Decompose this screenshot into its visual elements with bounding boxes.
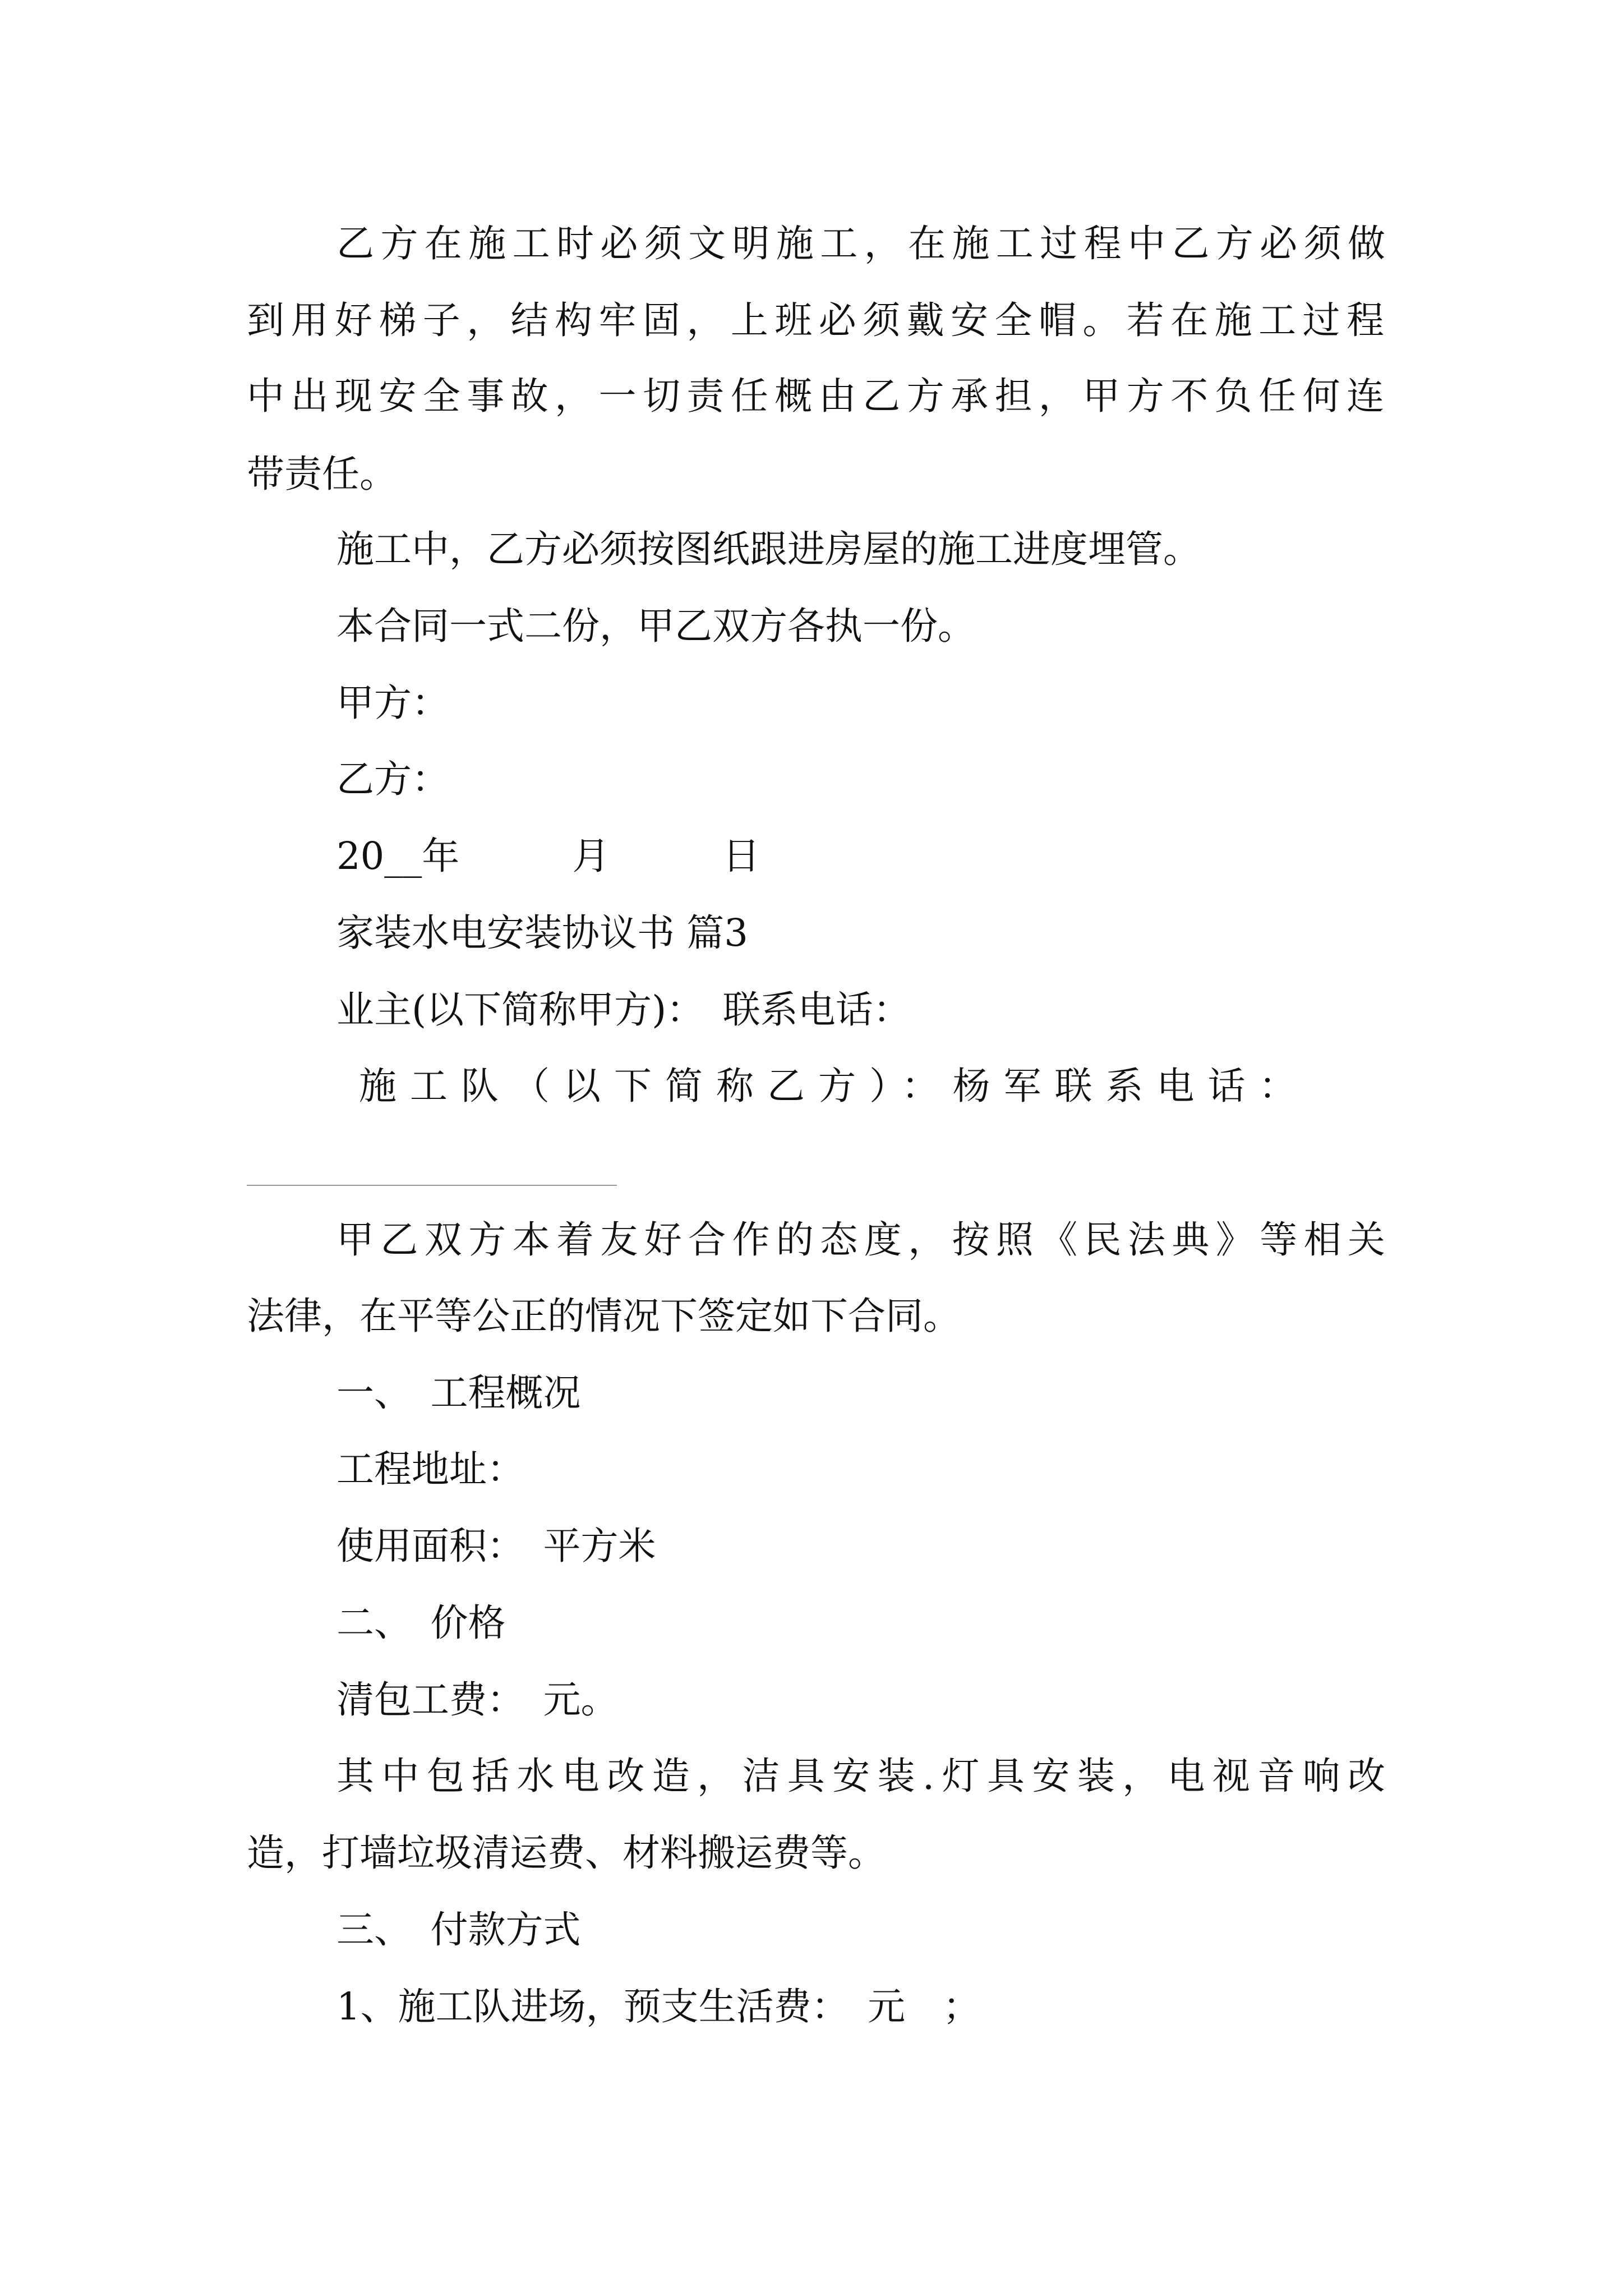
paragraph-line: 中出现安全事故，一切责任概由乙方承担，甲方不负任何连 xyxy=(247,374,1384,418)
paragraph-line: 到用好梯子，结构牢固，上班必须戴安全帽。若在施工过程 xyxy=(247,298,1384,342)
contractor-line: 施工队（以下简称乙方）：杨军联系电话： xyxy=(359,1064,1310,1108)
section-title: 家装水电安装协议书 篇3 xyxy=(336,911,748,955)
paragraph-line: 造，打墙垃圾清运费、材料搬运费等。 xyxy=(247,1831,886,1875)
paragraph-line: 甲乙双方本着友好合作的态度，按照《民法典》等相关 xyxy=(336,1218,1385,1262)
signature-underline xyxy=(247,1185,617,1186)
section-heading: 二、 价格 xyxy=(336,1601,506,1645)
date-line: 20__年 月 日 xyxy=(336,834,760,878)
section-heading: 一、 工程概况 xyxy=(336,1371,581,1415)
field-line: 工程地址： xyxy=(336,1447,524,1491)
party-a-label: 甲方： xyxy=(336,681,449,725)
paragraph-line: 本合同一式二份，甲乙双方各执一份。 xyxy=(336,604,975,648)
party-b-label: 乙方： xyxy=(336,757,449,801)
field-line: 清包工费： 元。 xyxy=(336,1678,619,1722)
section-heading: 三、 付款方式 xyxy=(336,1908,581,1952)
owner-line: 业主(以下简称甲方)： 联系电话： xyxy=(336,988,911,1032)
paragraph-line: 带责任。 xyxy=(247,452,397,496)
paragraph-line: 施工中，乙方必须按图纸跟进房屋的施工进度埋管。 xyxy=(336,527,1201,571)
field-line: 使用面积： 平方米 xyxy=(336,1524,656,1568)
paragraph-line: 乙方在施工时必须文明施工，在施工过程中乙方必须做 xyxy=(336,222,1385,265)
field-line: 1、施工队进场，预支生活费： 元 ； xyxy=(336,1985,981,2028)
paragraph-line: 其中包括水电改造，洁具安装.灯具安装，电视音响改 xyxy=(336,1754,1385,1798)
paragraph-line: 法律，在平等公正的情况下签定如下合同。 xyxy=(247,1294,961,1338)
